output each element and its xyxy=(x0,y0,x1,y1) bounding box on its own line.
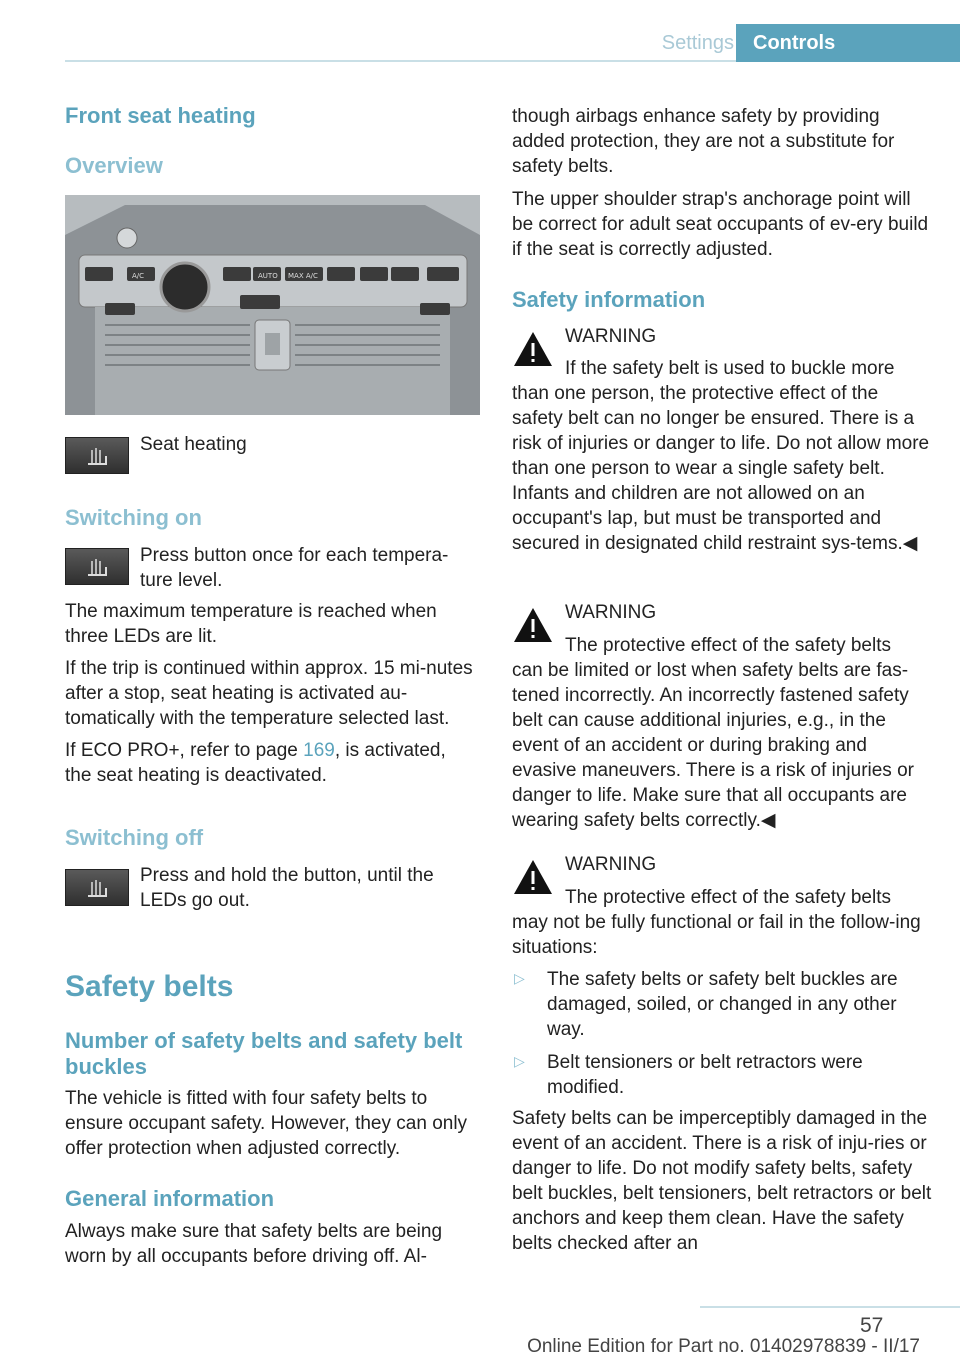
auto-label: AUTO xyxy=(258,272,278,280)
heading-safety-information: Safety information xyxy=(512,287,706,312)
eco-post: , is activated, the seat heating is deactivated. xyxy=(65,740,446,786)
max-temp-text: The maximum temperature is reached when three LEDs are lit. xyxy=(65,601,437,647)
warning-triangle-icon xyxy=(512,606,554,644)
number-belts-text: The vehicle is fitted with four safety belts to ensure occupant safety. However, they can only offer protection when adjusted correctly. xyxy=(65,1088,468,1159)
list-item: Belt tensioners or belt retractors were modified. xyxy=(547,1052,863,1098)
warning-1-label: WARNING xyxy=(565,326,657,347)
header-chapter-controls[interactable]: Controls xyxy=(736,24,960,62)
heading-number-of-belts: Number of safety belts and safety belt buckles xyxy=(65,1028,463,1080)
warning-1-text: than one person, the protective effect of the safety belt can no longer be ensured. There is a risk of injuries or danger to life. Do not allow more than one person to wear a single safety belt. Infants and children are not allowed on an occupant's lap, but must be transported and secured in designated child restraint sys‐tems.◀ xyxy=(512,383,930,554)
page-number: 57 xyxy=(860,1314,884,1337)
eco-pre: If ECO PRO+, refer to page xyxy=(65,740,304,761)
ac-label: A/C xyxy=(132,272,145,280)
warning-triangle-icon xyxy=(512,330,554,368)
heading-general-information: General information xyxy=(65,1186,275,1211)
seat-heating-off-icon xyxy=(65,869,129,906)
bullet-marker-icon: ▷ xyxy=(514,970,525,986)
edition-footer: Online Edition for Part no. 01402978839 - II/17 xyxy=(527,1336,920,1357)
warning-2-label: WARNING xyxy=(565,602,657,623)
warning-2-first-line: The protective effect of the safety belts xyxy=(565,635,891,656)
seat-heat-glyph-icon xyxy=(66,438,128,473)
seat-heating-icon xyxy=(65,437,129,474)
heading-overview: Overview xyxy=(65,153,163,178)
warning-3-first-line: The protective effect of the safety belts xyxy=(565,887,891,908)
trip-continued-text: If the trip is continued within approx. 15 mi‐nutes after a stop, seat heating is activated au‐tomatically with the temperature selected last. xyxy=(65,658,473,729)
heading-safety-belts: Safety belts xyxy=(65,970,234,1003)
warning-triangle-icon xyxy=(512,858,554,896)
seat-heat-glyph-icon xyxy=(66,870,128,905)
header-section-settings[interactable]: Settings xyxy=(661,32,734,54)
heading-front-seat-heating: Front seat heating xyxy=(65,103,256,128)
warning-3-text: may not be fully functional or fail in the follow‐ing situations: xyxy=(512,912,921,958)
page-link-169[interactable]: 169 xyxy=(303,740,335,761)
heading-switching-on: Switching on xyxy=(65,505,202,530)
switching-off-text: Press and hold the button, until the LEDs go out. xyxy=(140,865,434,911)
climate-panel-illustration xyxy=(65,195,480,415)
bullet-marker-icon: ▷ xyxy=(514,1053,525,1069)
warning-2-text: can be limited or lost when safety belts are fas‐tened incorrectly. An incorrectly fastened safety belt can cause additional injuries, e.g., in the event of an accident or during braking and evasive maneuvers. There is a risk of injuries or danger to life. Make sure that all occupants are wearing safety belts correctly.◀ xyxy=(512,660,914,831)
dashboard-photo xyxy=(65,195,480,415)
seat-heat-glyph-icon xyxy=(66,549,128,584)
general-info-text: Always make sure that safety belts are being worn by all occupants before driving off. Al‐ xyxy=(65,1221,443,1267)
switching-on-text: Press button once for each tempera‐ture level. xyxy=(140,545,449,591)
list-item: The safety belts or safety belt buckles are damaged, soiled, or changed in any other way. xyxy=(547,969,898,1040)
anchorage-text: The upper shoulder strap's anchorage point will be correct for adult seat occupants of ev‐ery build if the seat is correctly adjusted. xyxy=(512,189,929,260)
seat-heating-button-icon xyxy=(65,548,129,585)
warning-3-label: WARNING xyxy=(565,854,657,875)
seat-heating-label: Seat heating xyxy=(140,434,247,455)
damaged-belts-text: Safety belts can be imperceptibly damaged in the event of an accident. There is a risk of inju‐ries or danger to life. Do not modify safety belts, safety belt buckles, belt tensioners, belt retractors or belt anchors and keep them clean. Have the safety belts checked after an xyxy=(512,1108,932,1254)
footer-rule xyxy=(700,1306,960,1308)
warning-1-first-line: If the safety belt is used to buckle more xyxy=(565,358,895,379)
heading-switching-off: Switching off xyxy=(65,825,204,850)
eco-pro-text xyxy=(65,738,475,788)
max-ac-label: MAX A/C xyxy=(288,272,318,280)
airbags-continuation-text: though airbags enhance safety by providing added protection, they are not a substitute for safety belts. xyxy=(512,106,895,177)
